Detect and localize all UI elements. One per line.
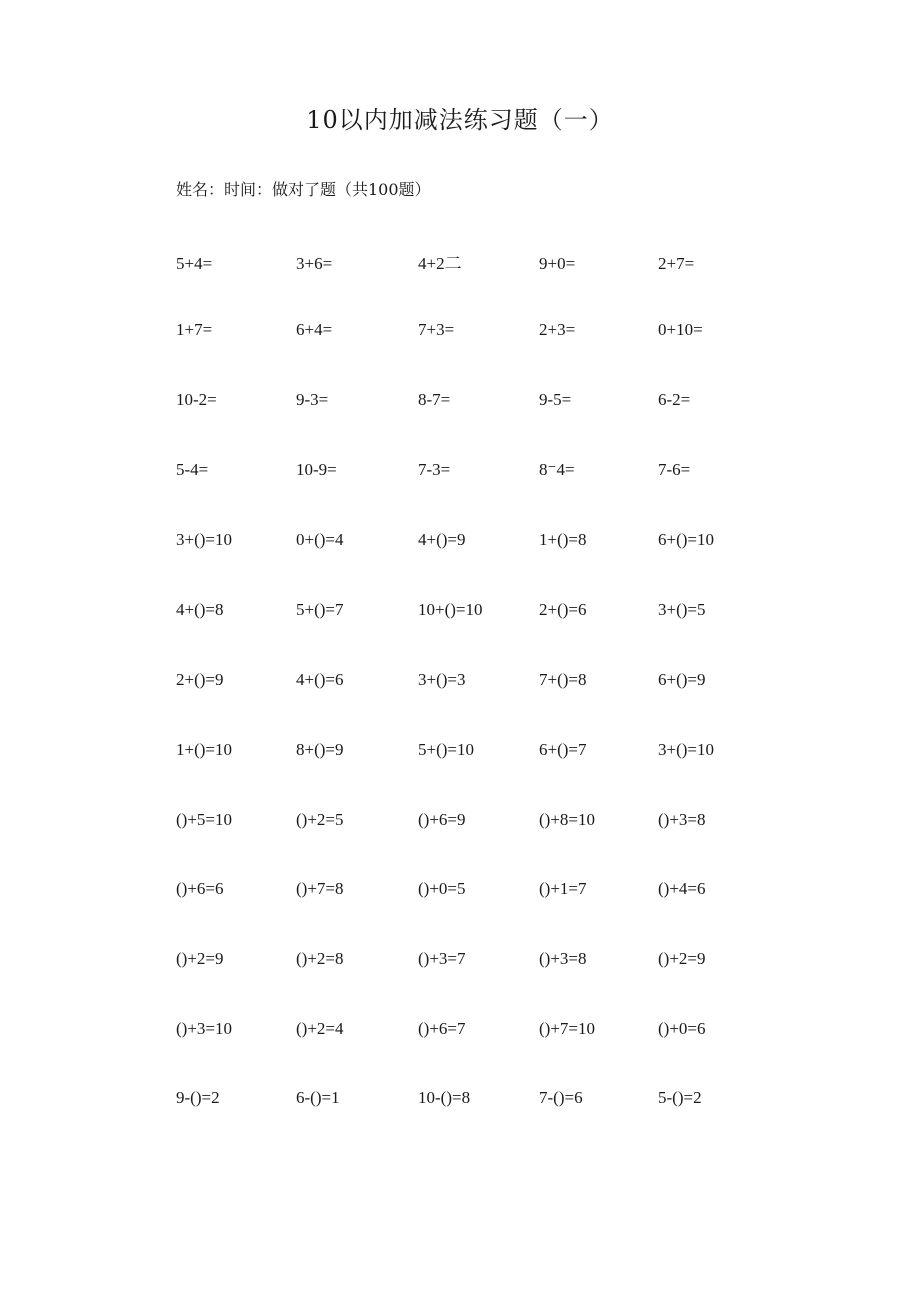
problem-r13-c2: 6-()=1 (296, 1088, 340, 1107)
problem-r7-c2: 4+()=6 (296, 670, 344, 689)
problem-r12-c4: ()+7=10 (539, 1019, 595, 1038)
problem-r13-c5: 5-()=2 (658, 1088, 702, 1107)
problem-r8-c1: 1+()=10 (176, 740, 232, 759)
problem-r3-c5: 6-2= (658, 390, 691, 409)
problem-r8-c2: 8+()=9 (296, 740, 344, 759)
problem-r1-c4: 9+0= (539, 254, 576, 273)
problem-r6-c2: 5+()=7 (296, 600, 344, 619)
problem-r5-c5: 6+()=10 (658, 530, 714, 549)
problem-r11-c2: ()+2=8 (296, 949, 344, 968)
problem-r2-c1: 1+7= (176, 320, 213, 339)
problem-r2-c2: 6+4= (296, 320, 333, 339)
problem-r7-c5: 6+()=9 (658, 670, 706, 689)
problem-r10-c5: ()+4=6 (658, 879, 706, 898)
problem-r11-c5: ()+2=9 (658, 949, 706, 968)
problem-r7-c3: 3+()=3 (418, 670, 466, 689)
problem-r12-c3: ()+6=7 (418, 1019, 466, 1038)
problem-r11-c3: ()+3=7 (418, 949, 466, 968)
problem-r6-c3: 10+()=10 (418, 600, 483, 619)
problem-r12-c1: ()+3=10 (176, 1019, 232, 1038)
problem-r8-c3: 5+()=10 (418, 740, 474, 759)
problem-r4-c5: 7-6= (658, 460, 691, 479)
problem-r7-c4: 7+()=8 (539, 670, 587, 689)
problem-r9-c4: ()+8=10 (539, 810, 595, 829)
problem-r9-c2: ()+2=5 (296, 810, 344, 829)
problem-r13-c4: 7-()=6 (539, 1088, 583, 1107)
problem-r7-c1: 2+()=9 (176, 670, 224, 689)
problem-r10-c1: ()+6=6 (176, 879, 224, 898)
problem-r9-c3: ()+6=9 (418, 810, 466, 829)
problem-r12-c5: ()+0=6 (658, 1019, 706, 1038)
problem-r9-c5: ()+3=8 (658, 810, 706, 829)
problem-r12-c2: ()+2=4 (296, 1019, 344, 1038)
problem-r11-c4: ()+3=8 (539, 949, 587, 968)
student-info-line: 姓名：时间：做对了题（共100题） (176, 180, 431, 199)
problem-r2-c4: 2+3= (539, 320, 576, 339)
problem-r10-c2: ()+7=8 (296, 879, 344, 898)
problem-r3-c3: 8-7= (418, 390, 451, 409)
problem-r5-c3: 4+()=9 (418, 530, 466, 549)
problem-r4-c2: 10-9= (296, 460, 337, 479)
problem-r6-c1: 4+()=8 (176, 600, 224, 619)
problem-r8-c4: 6+()=7 (539, 740, 587, 759)
problem-r3-c2: 9-3= (296, 390, 329, 409)
problem-r2-c3: 7+3= (418, 320, 455, 339)
problem-r5-c4: 1+()=8 (539, 530, 587, 549)
problem-r5-c2: 0+()=4 (296, 530, 344, 549)
problem-r9-c1: ()+5=10 (176, 810, 232, 829)
page-title: 10以内加减法练习题（一） (306, 106, 614, 134)
problem-r1-c3: 4+2二 (418, 254, 462, 273)
problem-r1-c5: 2+7= (658, 254, 695, 273)
problem-r13-c3: 10-()=8 (418, 1088, 471, 1107)
problem-r2-c5: 0+10= (658, 320, 703, 339)
problem-r10-c4: ()+1=7 (539, 879, 587, 898)
problem-r4-c4: 8⁻4= (539, 460, 575, 479)
problem-r1-c1: 5+4= (176, 254, 213, 273)
problem-r4-c3: 7-3= (418, 460, 451, 479)
problem-r13-c1: 9-()=2 (176, 1088, 220, 1107)
problem-r1-c2: 3+6= (296, 254, 333, 273)
problem-r3-c4: 9-5= (539, 390, 572, 409)
problem-r4-c1: 5-4= (176, 460, 209, 479)
problem-r10-c3: ()+0=5 (418, 879, 466, 898)
problem-r11-c1: ()+2=9 (176, 949, 224, 968)
problem-r3-c1: 10-2= (176, 390, 217, 409)
problem-r8-c5: 3+()=10 (658, 740, 714, 759)
problem-r6-c5: 3+()=5 (658, 600, 706, 619)
problem-r6-c4: 2+()=6 (539, 600, 587, 619)
problem-r5-c1: 3+()=10 (176, 530, 232, 549)
